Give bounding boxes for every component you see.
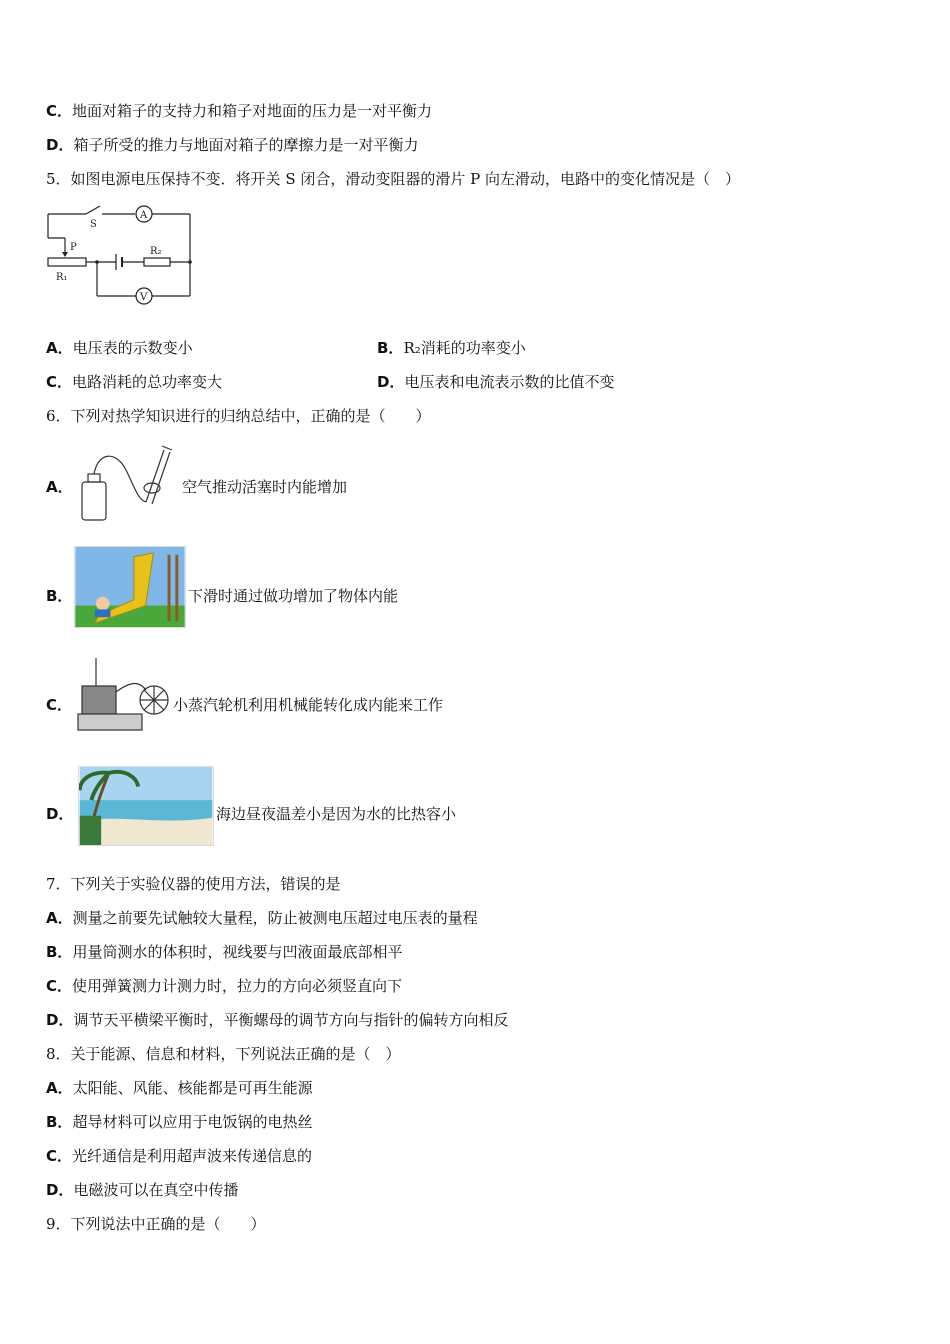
q5-circuit-diagram xyxy=(40,200,200,305)
q6-option-a-label: A． xyxy=(46,478,73,496)
r2-label: R₂ xyxy=(150,246,162,257)
option-text: 箱子所受的推力与地面对箱子的摩擦力是一对平衡力 xyxy=(73,136,419,154)
switch-label: S xyxy=(90,219,97,230)
option-text: 电压表的示数变小 xyxy=(72,339,193,357)
option-text: 电磁波可以在真空中传播 xyxy=(73,1181,239,1199)
q6-option-b-label: B． xyxy=(46,587,73,605)
option-text: 电路消耗的总功率变大 xyxy=(72,373,223,391)
option-text: 光纤通信是利用超声波来传递信息的 xyxy=(72,1147,313,1165)
q5-option-a xyxy=(46,338,193,358)
option-label: D． xyxy=(46,136,74,154)
option-text: 测量之前要先试触较大量程，防止被测电压超过电压表的量程 xyxy=(72,909,478,927)
q8-option-c xyxy=(46,1146,312,1166)
q7-option-c xyxy=(46,976,402,996)
q6-stem: 6．下列对热学知识进行的归纳总结中，正确的是（ ） xyxy=(46,407,431,425)
q7-option-a xyxy=(46,908,478,928)
q6-option-a-text: 空气推动活塞时内能增加 xyxy=(182,478,348,496)
q5-option-b xyxy=(377,338,526,358)
ammeter-label: A xyxy=(140,210,148,221)
option-label: C． xyxy=(46,977,73,995)
option-text: 使用弹簧测力计测力时，拉力的方向必须竖直向下 xyxy=(72,977,403,995)
option-text: 超导材料可以应用于电饭锅的电热丝 xyxy=(72,1113,313,1131)
option-text: 地面对箱子的支持力和箱子对地面的压力是一对平衡力 xyxy=(72,102,433,120)
q7-option-d xyxy=(46,1010,508,1030)
option-label: A． xyxy=(46,909,73,927)
option-label: B． xyxy=(46,943,73,961)
option-text: 调节天平横梁平衡时，平衡螺母的调节方向与指针的偏转方向相反 xyxy=(73,1011,509,1029)
steam-turbine-image xyxy=(74,656,172,734)
q8-option-d xyxy=(46,1180,238,1200)
option-text: 太阳能、风能、核能都是可再生能源 xyxy=(72,1079,313,1097)
option-label: B． xyxy=(46,1113,73,1131)
q4-option-d xyxy=(46,135,418,155)
q8-option-b xyxy=(46,1112,312,1132)
slide-image xyxy=(74,546,186,628)
q5-stem: 5．如图电源电压保持不变．将开关 S 闭合，滑动变阻器的滑片 P 向左滑动，电路中的变化情况是（ ） xyxy=(46,170,740,188)
pump-bottle-image xyxy=(76,440,182,526)
option-label: C． xyxy=(46,1147,73,1165)
r1-label: R₁ xyxy=(56,272,68,283)
option-label: C． xyxy=(46,373,73,391)
option-label: B． xyxy=(377,339,404,357)
q6-option-d-text: 海边昼夜温差小是因为水的比热容小 xyxy=(216,805,457,823)
voltmeter-label: V xyxy=(140,292,148,303)
q7-stem: 7．下列关于实验仪器的使用方法，错误的是 xyxy=(46,875,341,893)
q9-stem: 9．下列说法中正确的是（ ） xyxy=(46,1215,266,1233)
q6-option-c-text: 小蒸汽轮机利用机械能转化成内能来工作 xyxy=(173,696,444,714)
q8-stem: 8．关于能源、信息和材料，下列说法正确的是（ ） xyxy=(46,1045,401,1063)
q6-option-b-text: 下滑时通过做功增加了物体内能 xyxy=(188,587,399,605)
beach-image xyxy=(78,766,214,846)
q5-option-d xyxy=(377,372,614,392)
option-label: C． xyxy=(46,102,73,120)
option-label: D． xyxy=(46,1181,74,1199)
q8-option-a xyxy=(46,1078,313,1098)
q4-option-c xyxy=(46,101,432,121)
q6-option-d-label: D． xyxy=(46,805,74,823)
option-label: A． xyxy=(46,339,73,357)
option-label: A． xyxy=(46,1079,73,1097)
slider-label: P xyxy=(70,242,77,253)
q6-option-c-label: C． xyxy=(46,696,73,714)
option-label: D． xyxy=(46,1011,74,1029)
q5-option-c xyxy=(46,372,222,392)
option-text: R₂消耗的功率变小 xyxy=(403,339,526,357)
option-text: 用量筒测水的体积时，视线要与凹液面最底部相平 xyxy=(72,943,403,961)
q7-option-b xyxy=(46,942,402,962)
option-label: D． xyxy=(377,373,405,391)
option-text: 电压表和电流表示数的比值不变 xyxy=(404,373,615,391)
